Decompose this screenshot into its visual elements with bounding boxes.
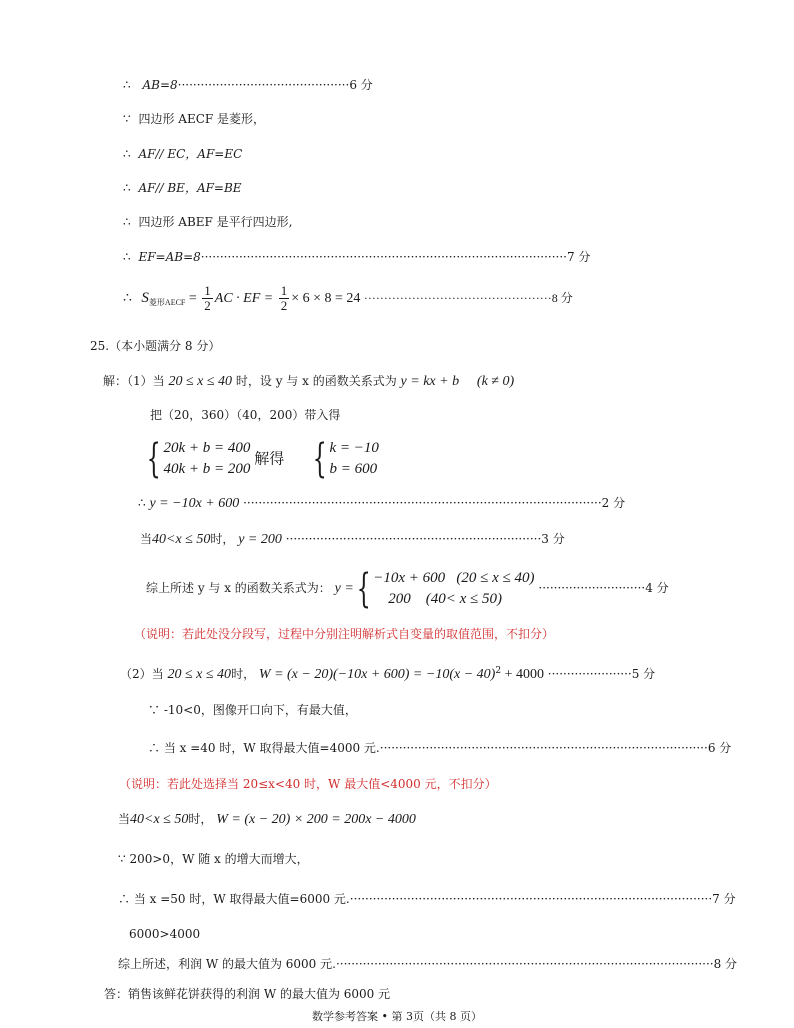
left-brace: { bbox=[356, 565, 371, 612]
step-label: 当 bbox=[140, 532, 153, 546]
step-text: 四边形 AECF 是菱形， bbox=[138, 112, 266, 126]
area-result: × 6 × 8 = 24 bbox=[291, 291, 361, 306]
max-at-50 bbox=[118, 891, 736, 907]
grading-note-1: （说明：若此处没分段写，过程中分别注明解析式自变量的取值范围，不扣分） bbox=[134, 627, 555, 641]
k-condition: (k ≠ 0) bbox=[476, 374, 515, 389]
score-label: 3 分 bbox=[541, 532, 565, 546]
step-text: 综上所述，利润 W 的最大值为 6000 元. bbox=[118, 957, 336, 971]
dot-leader: ······························································································· bbox=[349, 892, 713, 906]
score-label: 5 分 bbox=[631, 667, 656, 681]
area-formula: AC · EF = bbox=[214, 291, 274, 306]
part2-profit bbox=[120, 661, 655, 685]
domain-condition: 40<x ≤ 50 bbox=[130, 812, 189, 827]
question-25-title: 25.（本小题满分 8 分） bbox=[90, 339, 221, 353]
therefore-symbol: ∴ bbox=[148, 741, 161, 755]
step-text: -10<0，图像开口向下，有最大值， bbox=[163, 703, 357, 717]
score-label: 4 分 bbox=[645, 581, 669, 595]
final-answer: 答：销售该鲜花饼获得的利润 W 的最大值为 6000 元 bbox=[104, 987, 391, 1001]
step-text: AB=8 bbox=[142, 78, 178, 92]
page-footer: 数学参考答案 • 第 3页（共 8 页） bbox=[312, 1010, 482, 1023]
substitute-points: 把（20，360）（40，200）带入得 bbox=[150, 408, 341, 422]
dot-leader: ··································································· bbox=[285, 532, 542, 546]
step-text: AF// BE，AF=BE bbox=[138, 181, 242, 195]
score-label: 6 分 bbox=[707, 741, 732, 755]
because-symbol: ∵ bbox=[148, 703, 161, 717]
step-label: 当 bbox=[118, 812, 131, 826]
area-subscript: 菱形AECF bbox=[148, 298, 186, 307]
fraction-half: $\frac{1}{2}$ bbox=[204, 283, 211, 314]
linear-formula: y = kx + b bbox=[400, 374, 460, 389]
opens-down bbox=[148, 702, 357, 718]
dot-leader: ··············································· bbox=[363, 291, 552, 305]
piecewise-summary bbox=[146, 566, 669, 611]
y-equals: y = bbox=[334, 581, 354, 596]
function-result bbox=[138, 495, 625, 512]
piece-linear bbox=[118, 809, 416, 830]
domain-condition: 20 ≤ x ≤ 40 bbox=[167, 667, 232, 682]
therefore-symbol: ∴ bbox=[123, 291, 132, 306]
equals: = bbox=[188, 291, 197, 306]
line-af-ec bbox=[123, 146, 242, 162]
therefore-symbol: ∴ bbox=[123, 147, 131, 161]
max-at-40 bbox=[148, 740, 731, 756]
score-label: 6 分 bbox=[349, 78, 373, 92]
step-text: 时， bbox=[210, 532, 235, 546]
step-text: 时， bbox=[231, 667, 256, 681]
piece-constant bbox=[140, 530, 565, 549]
step-text: 时， bbox=[188, 812, 213, 826]
line-rhombus-premise bbox=[123, 111, 265, 127]
score-label: 2 分 bbox=[601, 496, 626, 510]
dot-leader: ··································································································· bbox=[335, 957, 714, 971]
piecewise-rows: −10x + 600 (20 ≤ x ≤ 40) 200 (40< x ≤ 50) bbox=[373, 569, 535, 607]
comparison: 6000>4000 bbox=[129, 927, 201, 941]
increasing-statement bbox=[118, 851, 309, 867]
dot-leader: ································································································ bbox=[200, 250, 567, 264]
step-label: （2）当 bbox=[120, 667, 164, 681]
dot-leader: ············································· bbox=[177, 78, 350, 92]
solve-label: 解得 bbox=[254, 449, 285, 468]
system-solution: k = −10 b = 600 bbox=[329, 439, 379, 477]
score-label: 7 分 bbox=[712, 892, 736, 906]
line-af-be bbox=[123, 180, 242, 196]
line-ab bbox=[123, 77, 373, 93]
left-brace: { bbox=[146, 435, 161, 482]
because-symbol: ∵ bbox=[123, 112, 131, 126]
profit-formula: W = (x − 20) × 200 = 200x − 4000 bbox=[216, 812, 416, 827]
equation-system bbox=[144, 436, 379, 481]
step-text: 时，设 y 与 x 的函数关系式为 bbox=[235, 374, 397, 388]
therefore-symbol: ∴ bbox=[123, 78, 131, 92]
profit-formula: W = (x − 20)(−10x + 600) = −10(x − 40) bbox=[258, 667, 496, 682]
grading-note-2: （说明：若此处选择当 20≤x<40 时，W 最大值<4000 元，不扣分） bbox=[119, 777, 497, 791]
left-brace: { bbox=[312, 435, 327, 482]
therefore-symbol: ∴ bbox=[123, 181, 131, 195]
dot-leader: ······················································································ bbox=[379, 741, 708, 755]
step-text: 四边形 ABEF 是平行四边形, bbox=[138, 215, 293, 229]
conclusion bbox=[118, 956, 737, 972]
dot-leader: ······················ bbox=[547, 667, 632, 681]
score-label: 8 分 bbox=[551, 291, 573, 305]
therefore-symbol: ∴ bbox=[138, 496, 146, 510]
profit-formula-tail: + 4000 bbox=[501, 667, 544, 682]
score-label: 7 分 bbox=[566, 250, 591, 264]
step-text: EF=AB=8 bbox=[138, 250, 201, 264]
therefore-symbol: ∴ bbox=[123, 215, 131, 229]
step-label: 综上所述 y 与 x 的函数关系式为： bbox=[146, 581, 331, 595]
step-text: 当 x =40 时，W 取得最大值=4000 元. bbox=[163, 741, 380, 755]
therefore-symbol: ∴ bbox=[123, 250, 131, 264]
function-formula: y = −10x + 600 bbox=[149, 496, 240, 511]
domain-condition: 20 ≤ x ≤ 40 bbox=[168, 374, 233, 389]
area-symbol: S bbox=[141, 290, 149, 306]
line-parallelogram bbox=[123, 214, 292, 230]
because-symbol: ∵ bbox=[118, 852, 126, 866]
domain-condition: 40<x ≤ 50 bbox=[152, 532, 211, 547]
dot-leader: ······························································································ bbox=[243, 496, 602, 510]
line-area bbox=[123, 283, 573, 318]
therefore-symbol: ∴ bbox=[118, 892, 131, 906]
step-text: AF// EC，AF=EC bbox=[138, 147, 243, 161]
fraction-half: $\frac{1}{2}$ bbox=[280, 283, 288, 314]
score-label: 8 分 bbox=[713, 957, 738, 971]
system-equations: 20k + b = 400 40k + b = 200 bbox=[163, 439, 251, 477]
dot-leader: ···························· bbox=[538, 581, 646, 595]
exponent: 2 bbox=[495, 666, 502, 676]
step-text: 当 x =50 时，W 取得最大值=6000 元. bbox=[133, 892, 350, 906]
constant-formula: y = 200 bbox=[238, 532, 282, 547]
step-label: 解：（1）当 bbox=[103, 374, 165, 388]
step-text: 200>0，W 随 x 的增大而增大， bbox=[129, 852, 309, 866]
part1-setup bbox=[103, 371, 514, 392]
line-ef bbox=[123, 249, 590, 265]
